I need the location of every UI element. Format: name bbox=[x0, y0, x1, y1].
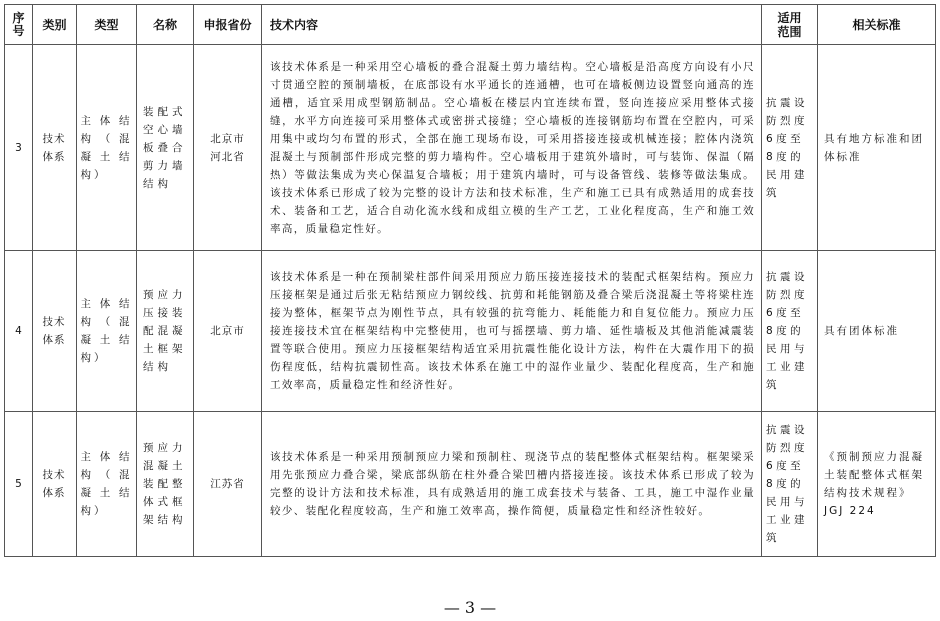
cell-standard: 具有团体标准 bbox=[818, 251, 936, 412]
header-province: 申报省份 bbox=[194, 5, 262, 45]
table-header-row bbox=[5, 5, 936, 45]
header-content: 技术内容 bbox=[262, 5, 762, 45]
table-row bbox=[5, 45, 936, 251]
technology-table bbox=[4, 4, 936, 557]
cell-category bbox=[33, 45, 77, 251]
name-text: 装配式空心墙板叠合剪力墙结构 bbox=[143, 105, 187, 190]
cell-standard: 《预制预应力混凝土装配整体式框架结构技术规程》JGJ 224 bbox=[818, 412, 936, 557]
header-scope: 适用范围 bbox=[762, 5, 818, 45]
cell-category bbox=[33, 412, 77, 557]
province-text: 江苏省 bbox=[210, 478, 245, 490]
cell-type bbox=[77, 45, 137, 251]
type-text: 主体结构（混凝土结构） bbox=[80, 298, 133, 364]
name-text: 预应力压接装配混凝土框架结构 bbox=[143, 289, 187, 373]
header-category: 类别 bbox=[33, 5, 77, 45]
cell-type bbox=[77, 251, 137, 412]
cell-no: 3 bbox=[5, 45, 33, 251]
header-name: 名称 bbox=[137, 5, 194, 45]
cell-no: 5 bbox=[5, 412, 33, 557]
cell-scope: 抗震设防烈度6度至8度的民用与工业建筑 bbox=[762, 251, 818, 412]
cell-content: 该技术体系是一种采用预制预应力梁和预制柱、现浇节点的装配整体式框架结构。框架梁采用先张预应力叠合梁，梁底部纵筋在柱外叠合梁凹槽内搭接连接。该技术体系已形成了较为完整的设计方法和技术标准，具有成熟适用的施工成套技术与装备、工具，施工中湿作业量较少、装配化程度较高，生产和施工效率高，操作简便，质量稳定性和经济性较好。 bbox=[262, 412, 762, 557]
page-number: — 3 — bbox=[443, 598, 497, 617]
cell-province bbox=[194, 412, 262, 557]
type-text: 主体结构（混凝土结构） bbox=[80, 114, 133, 181]
cell-type bbox=[77, 412, 137, 557]
header-standard: 相关标准 bbox=[818, 5, 936, 45]
cell-name bbox=[137, 412, 194, 557]
cell-name bbox=[137, 251, 194, 412]
header-type: 类型 bbox=[77, 5, 137, 45]
type-text: 主体结构（混凝土结构） bbox=[80, 451, 133, 517]
cell-content: 该技术体系是一种在预制梁柱部件间采用预应力筋压接连接技术的装配式框架结构。预应力压接框架是通过后张无粘结预应力钢绞线、抗剪和耗能钢筋及叠合梁后浇混凝土等将梁柱连接为整体，框架节点为刚性节点，具有较强的抗弯能力、耗能能力和自复位能力。预应力压接连接技术宜在框架结构中完整使用，也可与摇摆墙、剪力墙、延性墙板及其他消能减震装置等联合使用。预应力压接框架结构适宜采用抗震性能化设计方法，构件在大震作用下的损伤程度低，结构抗震韧性高。该技术体系在施工中的湿作业量少、装配化程度高，生产和施工效率高，质量稳定性和经济性好。 bbox=[262, 251, 762, 412]
cell-scope: 抗震设防烈度6度至8度的民用与工业建筑 bbox=[762, 412, 818, 557]
cell-province bbox=[194, 251, 262, 412]
cell-category bbox=[33, 251, 77, 412]
cell-scope: 抗震设防烈度6度至8度的民用建筑 bbox=[762, 45, 818, 251]
category-text: 技术体系 bbox=[42, 469, 66, 499]
cell-standard: 具有地方标准和团体标准 bbox=[818, 45, 936, 251]
category-text: 技术体系 bbox=[42, 316, 66, 346]
province-text: 北京市 bbox=[210, 325, 245, 337]
name-text: 预应力混凝土装配整体式框架结构 bbox=[143, 442, 187, 526]
table-row bbox=[5, 251, 936, 412]
table-row bbox=[5, 412, 936, 557]
province-text: 北京市河北省 bbox=[210, 132, 245, 163]
cell-no: 4 bbox=[5, 251, 33, 412]
cell-content: 该技术体系是一种采用空心墙板的叠合混凝土剪力墙结构。空心墙板是沿高度方向设有小尺寸贯通空腔的预制墙板，在底部设有水平通长的连通槽，也可在墙板侧边设置竖向通高的连通槽，适宜采用成型钢筋制品。空心墙板在楼层内宜连续布置，竖向连接应采用整体式接缝，水平方向连接可采用整体式或密拼式接缝；空心墙板的连接钢筋均布置在空腔内，可采用集中或均匀布置的形式，全部在施工现场布设，可采用搭接连接或机械连接；腔体内浇筑混凝土与预制部件形成完整的剪力墙构件。空心墙板用于建筑外墙时，可与装饰、保温（隔热）等做法集成为夹心保温复合墙板；用于建筑内墙时，可与设备管线、装修等做法集成。该技术体系已形成了较为完整的设计方法和技术标准，生产和施工已具有成熟适用的成套技术、装备和工艺，适合自动化流水线和成组立模的生产工艺，工业化程度高，生产和施工效率高，质量稳定性好。 bbox=[262, 45, 762, 251]
cell-name bbox=[137, 45, 194, 251]
header-no: 序号 bbox=[5, 5, 33, 45]
category-text: 技术体系 bbox=[42, 132, 66, 163]
cell-province bbox=[194, 45, 262, 251]
